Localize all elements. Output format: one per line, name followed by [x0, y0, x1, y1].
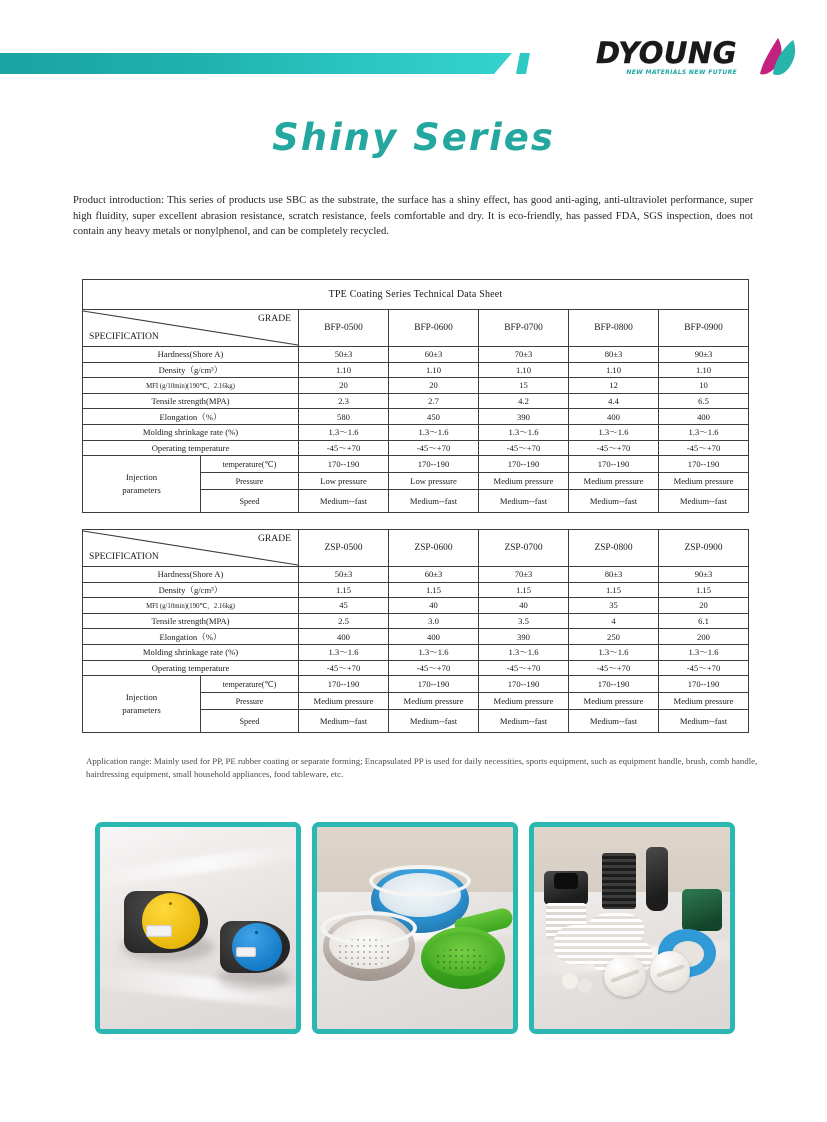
table-row [83, 378, 749, 394]
cell: Medium--fast [299, 710, 389, 733]
cell: 60±3 [389, 347, 479, 363]
tpe-coating-data-table-bfp [82, 279, 749, 513]
cell: 1.3～1.6 [479, 424, 569, 440]
cell: Medium--fast [389, 710, 479, 733]
cell: -45～+70 [659, 440, 749, 456]
cell: Medium--fast [479, 490, 569, 513]
header-banner-bar [0, 53, 512, 74]
cell: -45～+70 [299, 660, 389, 676]
cell: 50±3 [299, 347, 389, 363]
photo-content [317, 827, 513, 1029]
cell: 170--190 [389, 456, 479, 473]
grade-header-cell: BFP-0700 [479, 310, 569, 347]
cell: 90±3 [659, 567, 749, 583]
cell: Medium pressure [299, 693, 389, 710]
table-row [83, 629, 749, 645]
header-banner [0, 53, 530, 74]
cell: 1.10 [659, 362, 749, 378]
table-row [83, 567, 749, 583]
cell: 45 [299, 598, 389, 614]
cell: 170--190 [479, 676, 569, 693]
table-row [83, 440, 749, 456]
specification-label: SPECIFICATION [89, 331, 159, 342]
cell: 6.5 [659, 393, 749, 409]
table-grade-header-row [83, 310, 749, 347]
cell: 1.15 [659, 582, 749, 598]
row-label: temperature(℃) [201, 676, 299, 693]
collapsible-colanders-photo [312, 822, 518, 1034]
cell: 170--190 [569, 676, 659, 693]
cell: Medium pressure [479, 473, 569, 490]
cell: 90±3 [659, 347, 749, 363]
cell: 60±3 [389, 567, 479, 583]
grade-header-cell: BFP-0500 [299, 310, 389, 347]
white-colander-rim [321, 911, 417, 945]
cell: Medium pressure [569, 693, 659, 710]
cell: 390 [479, 409, 569, 425]
cell: 15 [479, 378, 569, 394]
grade-header-cell: ZSP-0700 [479, 530, 569, 567]
injection-label-line2: parameters [122, 705, 161, 716]
injection-parameters-label [83, 676, 201, 733]
white-knob-part [604, 955, 646, 997]
green-hose-connector-part [682, 889, 722, 931]
cell: Medium pressure [389, 693, 479, 710]
cell: 1.3～1.6 [659, 644, 749, 660]
cell: 400 [659, 409, 749, 425]
table-sheet-title-row [83, 280, 749, 310]
table-row [83, 456, 749, 473]
tape-measure-blue-slot [236, 947, 256, 957]
grade-header-cell: BFP-0900 [659, 310, 749, 347]
tape-measure-blue-hub [255, 931, 258, 934]
cell: Medium--fast [389, 490, 479, 513]
table-row [83, 347, 749, 363]
cell: Medium--fast [659, 710, 749, 733]
knob-slot [656, 965, 684, 978]
cell: 1.3～1.6 [389, 424, 479, 440]
cell: 80±3 [569, 347, 659, 363]
cell: 200 [659, 629, 749, 645]
row-label: Operating temperature [83, 660, 299, 676]
cell: 170--190 [389, 676, 479, 693]
table-row [83, 393, 749, 409]
cell: -45～+70 [389, 440, 479, 456]
cell: 390 [479, 629, 569, 645]
cell: Medium--fast [659, 490, 749, 513]
cell: 10 [659, 378, 749, 394]
cell: 400 [389, 629, 479, 645]
cell: Medium pressure [659, 693, 749, 710]
injection-label-line1: Injection [125, 692, 158, 703]
cell: 70±3 [479, 567, 569, 583]
row-label: Speed [201, 710, 299, 733]
cell: Medium--fast [569, 490, 659, 513]
tpe-coating-data-table-zsp [82, 529, 749, 733]
product-photo-gallery [95, 822, 735, 1034]
cell: 170--190 [299, 676, 389, 693]
cell: 70±3 [479, 347, 569, 363]
cell: -45～+70 [299, 440, 389, 456]
product-introduction-text: Product introduction: This series of products use SBC as the substrate, the surface has a shiny effect, has good anti-aging, anti-ultraviolet performance, super high fluidity, super excellent abrasion resistance, scratch resistance, feels comfortable and dry. It is eco-friendly, has passed FDA, SGS inspection, does not contain any heavy metals or nonylphenol, and can be completely recycled. [73, 195, 753, 237]
tape-measure-yellow-slot [146, 925, 172, 937]
cell: 20 [299, 378, 389, 394]
white-small-washer [562, 973, 578, 989]
table-grade-header-row [83, 530, 749, 567]
cell: 4.2 [479, 393, 569, 409]
white-small-washer-2 [578, 979, 592, 993]
table-row [83, 424, 749, 440]
cell: 1.15 [389, 582, 479, 598]
cell: 1.10 [569, 362, 659, 378]
green-colander-holes [435, 947, 487, 973]
tape-measure-yellow-hub [169, 902, 172, 905]
cell: 3.5 [479, 613, 569, 629]
row-label: Tensile strength(MPA) [83, 613, 299, 629]
page-title: Shiny Series [272, 116, 555, 159]
logo-wordmark: DYOUNG [595, 36, 737, 70]
grade-header-cell: ZSP-0900 [659, 530, 749, 567]
blue-basin-rim [369, 865, 471, 897]
row-label: Speed [201, 490, 299, 513]
cell: Medium pressure [659, 473, 749, 490]
cell: -45～+70 [569, 440, 659, 456]
cell: 2.5 [299, 613, 389, 629]
cell: -45～+70 [479, 660, 569, 676]
table-row [83, 613, 749, 629]
row-label: Hardness(Shore A) [83, 347, 299, 363]
cell: 12 [569, 378, 659, 394]
row-label: Operating temperature [83, 440, 299, 456]
cell: 80±3 [569, 567, 659, 583]
grade-header-cell: ZSP-0500 [299, 530, 389, 567]
table-row [83, 660, 749, 676]
logo-text-block [596, 36, 737, 76]
table-row [83, 644, 749, 660]
grade-label: GRADE [257, 313, 291, 324]
photo-content [100, 827, 296, 1029]
cell: 1.3～1.6 [299, 424, 389, 440]
photo-content [534, 827, 730, 1029]
row-label: Molding shrinkage rate (%) [83, 644, 299, 660]
cell: 1.15 [569, 582, 659, 598]
cell: 1.15 [479, 582, 569, 598]
cell: 170--190 [659, 456, 749, 473]
row-label: Pressure [201, 693, 299, 710]
row-label: Hardness(Shore A) [83, 567, 299, 583]
cell: Low pressure [389, 473, 479, 490]
row-label: Elongation（%） [83, 409, 299, 425]
table-sheet-title: TPE Coating Series Technical Data Sheet [83, 280, 749, 310]
cell: Medium pressure [479, 693, 569, 710]
grade-header-cell: ZSP-0600 [389, 530, 479, 567]
row-label: temperature(℃) [201, 456, 299, 473]
application-range-text: Application range: Mainly used for PP, PE rubber coating or separate forming; Encapsulated PP is used for daily necessities, sports equipment, such as equipment handle, brush, comb handle, hairdressing equipment, small household appliances, food tableware, etc. [86, 756, 758, 779]
cell: 1.10 [479, 362, 569, 378]
cell: 40 [479, 598, 569, 614]
page-header [0, 0, 827, 100]
row-label: Density（g/cm³） [83, 362, 299, 378]
cell: 1.3～1.6 [299, 644, 389, 660]
cell: 50±3 [299, 567, 389, 583]
cell: 400 [569, 409, 659, 425]
row-label: MFI (g/10min)(190℃，2.16kg) [83, 598, 299, 614]
cell: -45～+70 [659, 660, 749, 676]
cell: Medium--fast [569, 710, 659, 733]
molded-parts-photo [529, 822, 735, 1034]
cell: -45～+70 [389, 660, 479, 676]
cell: 40 [389, 598, 479, 614]
row-label: Elongation（%） [83, 629, 299, 645]
injection-label-line1: Injection [125, 472, 158, 483]
cell: Medium--fast [299, 490, 389, 513]
cell: 6.1 [659, 613, 749, 629]
table-row [83, 676, 749, 693]
row-label: Molding shrinkage rate (%) [83, 424, 299, 440]
cell: 170--190 [569, 456, 659, 473]
black-flashlight-grip-part [646, 847, 668, 911]
table-row [83, 409, 749, 425]
specification-label: SPECIFICATION [89, 551, 159, 562]
cell: 1.3～1.6 [479, 644, 569, 660]
cell: 20 [389, 378, 479, 394]
cell: -45～+70 [479, 440, 569, 456]
tape-measures-photo [95, 822, 301, 1034]
spec-grade-corner-cell [83, 310, 299, 347]
cell: 2.7 [389, 393, 479, 409]
logo-leaf-icon [747, 36, 799, 82]
white-knob-part-2 [650, 951, 690, 991]
table-row [83, 362, 749, 378]
cell: 1.10 [389, 362, 479, 378]
cell: Medium pressure [569, 473, 659, 490]
cell: 400 [299, 629, 389, 645]
cell: 20 [659, 598, 749, 614]
cell: 1.3～1.6 [569, 644, 659, 660]
cell: 1.3～1.6 [569, 424, 659, 440]
row-label: Tensile strength(MPA) [83, 393, 299, 409]
injection-parameters-label [83, 456, 201, 513]
cell: 450 [389, 409, 479, 425]
cell: 580 [299, 409, 389, 425]
cell: 2.3 [299, 393, 389, 409]
cell: Low pressure [299, 473, 389, 490]
cell: 35 [569, 598, 659, 614]
cell: 1.15 [299, 582, 389, 598]
company-logo [596, 36, 799, 82]
grade-header-cell: ZSP-0800 [569, 530, 659, 567]
spec-grade-corner-cell [83, 530, 299, 567]
cell: 170--190 [659, 676, 749, 693]
cell: 4.4 [569, 393, 659, 409]
black-housing-opening [554, 873, 578, 889]
cell: -45～+70 [569, 660, 659, 676]
table-row [83, 582, 749, 598]
cell: 4 [569, 613, 659, 629]
row-label: Pressure [201, 473, 299, 490]
row-label: MFI (g/10min)(190℃，2.16kg) [83, 378, 299, 394]
cell: 1.10 [299, 362, 389, 378]
grade-header-cell: BFP-0600 [389, 310, 479, 347]
grade-header-cell: BFP-0800 [569, 310, 659, 347]
injection-label-line2: parameters [122, 485, 161, 496]
cell: Medium--fast [479, 710, 569, 733]
cell: 1.3～1.6 [389, 644, 479, 660]
cell: 170--190 [299, 456, 389, 473]
black-bellows-part [602, 853, 636, 909]
knob-slot [610, 969, 640, 983]
table-row [83, 598, 749, 614]
row-label: Density（g/cm³） [83, 582, 299, 598]
cell: 170--190 [479, 456, 569, 473]
cell: 3.0 [389, 613, 479, 629]
logo-tagline: NEW MATERIALS NEW FUTURE [626, 69, 737, 76]
header-banner-slash [516, 53, 530, 74]
cell: 1.3～1.6 [659, 424, 749, 440]
cell: 250 [569, 629, 659, 645]
grade-label: GRADE [257, 533, 291, 544]
